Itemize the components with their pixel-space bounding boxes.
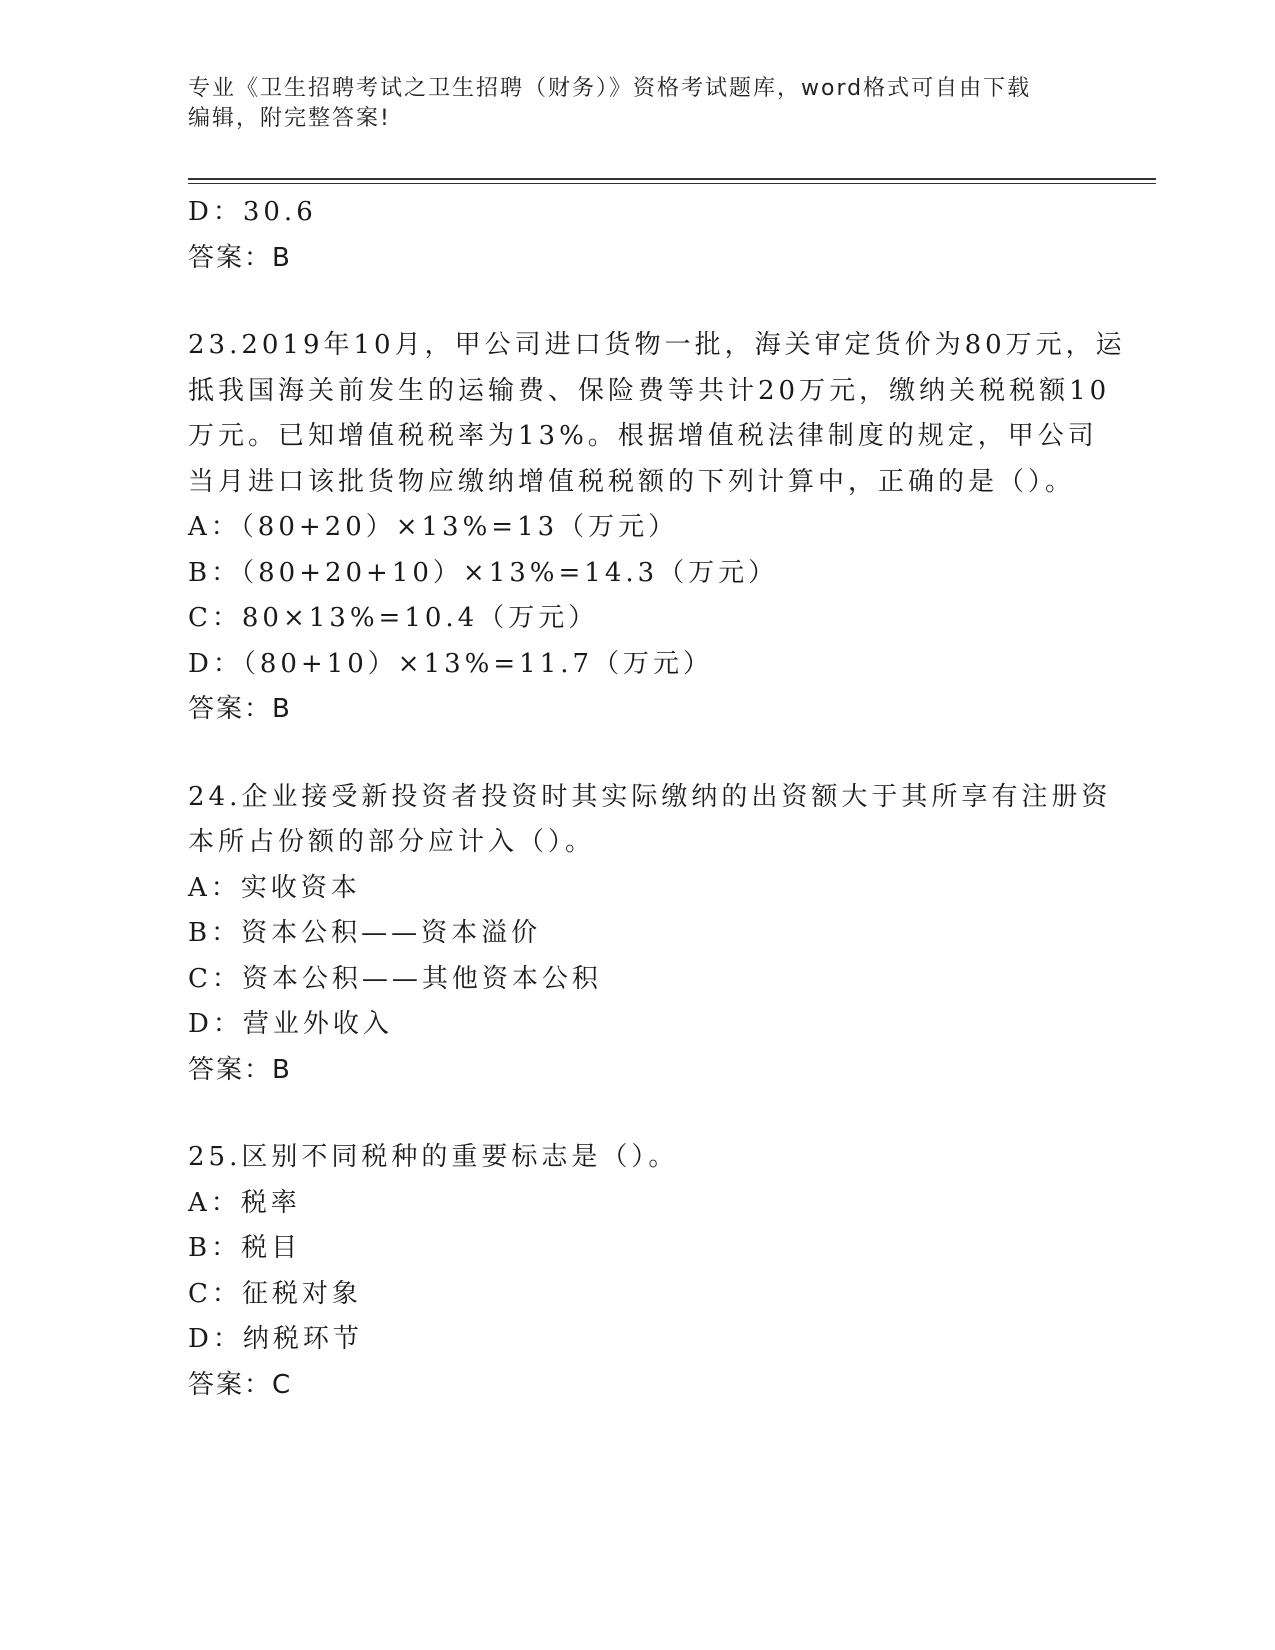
option-c: C：80×13%=10.4（万元） xyxy=(188,603,599,633)
option-a: A：实收资本 xyxy=(188,872,361,903)
question-stem-line: 25.区别不同税种的重要标志是（）。 xyxy=(188,1142,679,1172)
option-d: D：（80+10）×13%=11.7（万元） xyxy=(188,648,714,679)
question-23 xyxy=(188,323,1126,733)
header-rule-thick xyxy=(188,178,1156,180)
spacer xyxy=(188,733,1088,775)
document-body xyxy=(188,190,1126,1408)
option-b: B：税目 xyxy=(188,1233,302,1263)
spacer xyxy=(188,1093,1088,1135)
option-a: A：（80+20）×13%=13（万元） xyxy=(188,512,679,542)
option-a: A：税率 xyxy=(188,1187,301,1218)
spacer xyxy=(188,281,1088,323)
question-stem-line: 23.2019年10月，甲公司进口货物一批，海关审定货价为80万元，运 xyxy=(188,330,1126,360)
answer-line: 答案：B xyxy=(188,1054,292,1085)
header-line-2: 编辑，附完整答案! xyxy=(188,106,391,131)
option-c: C：资本公积——其他资本公积 xyxy=(188,963,602,994)
answer-line: 答案：B xyxy=(188,242,292,273)
option-b: B：（80+20+10）×13%=14.3（万元） xyxy=(188,557,779,588)
option-b: B：资本公积——资本溢价 xyxy=(188,918,542,948)
option-d: D：30.6 xyxy=(188,197,317,227)
answer-line: 答案：C xyxy=(188,1369,293,1400)
question-25 xyxy=(188,1135,1088,1408)
option-d: D：纳税环节 xyxy=(188,1324,363,1354)
answer-line: 答案：B xyxy=(188,694,292,724)
question-stem-line: 抵我国海关前发生的运输费、保险费等共计20万元，缴纳关税税额10 xyxy=(188,375,1111,406)
question-24 xyxy=(188,775,1112,1094)
page-header xyxy=(188,74,1088,134)
option-d: D：营业外收入 xyxy=(188,1009,393,1039)
question-stem-line: 24.企业接受新投资者投资时其实际缴纳的出资额大于其所享有注册资 xyxy=(188,781,1112,812)
question-stem-line: 本所占份额的部分应计入（）。 xyxy=(188,827,596,857)
header-rule-thin xyxy=(188,183,1156,184)
option-c: C：征税对象 xyxy=(188,1278,362,1309)
question-stem-line: 当月进口该批货物应缴纳增值税税额的下列计算中，正确的是（）。 xyxy=(188,466,1076,497)
previous-question-tail xyxy=(188,190,1088,281)
header-line-1: 专业《卫生招聘考试之卫生招聘（财务）》资格考试题库，word格式可自由下载 xyxy=(188,76,1032,101)
question-stem-line: 万元。已知增值税税率为13%。根据增值税法律制度的规定，甲公司 xyxy=(188,421,1098,451)
